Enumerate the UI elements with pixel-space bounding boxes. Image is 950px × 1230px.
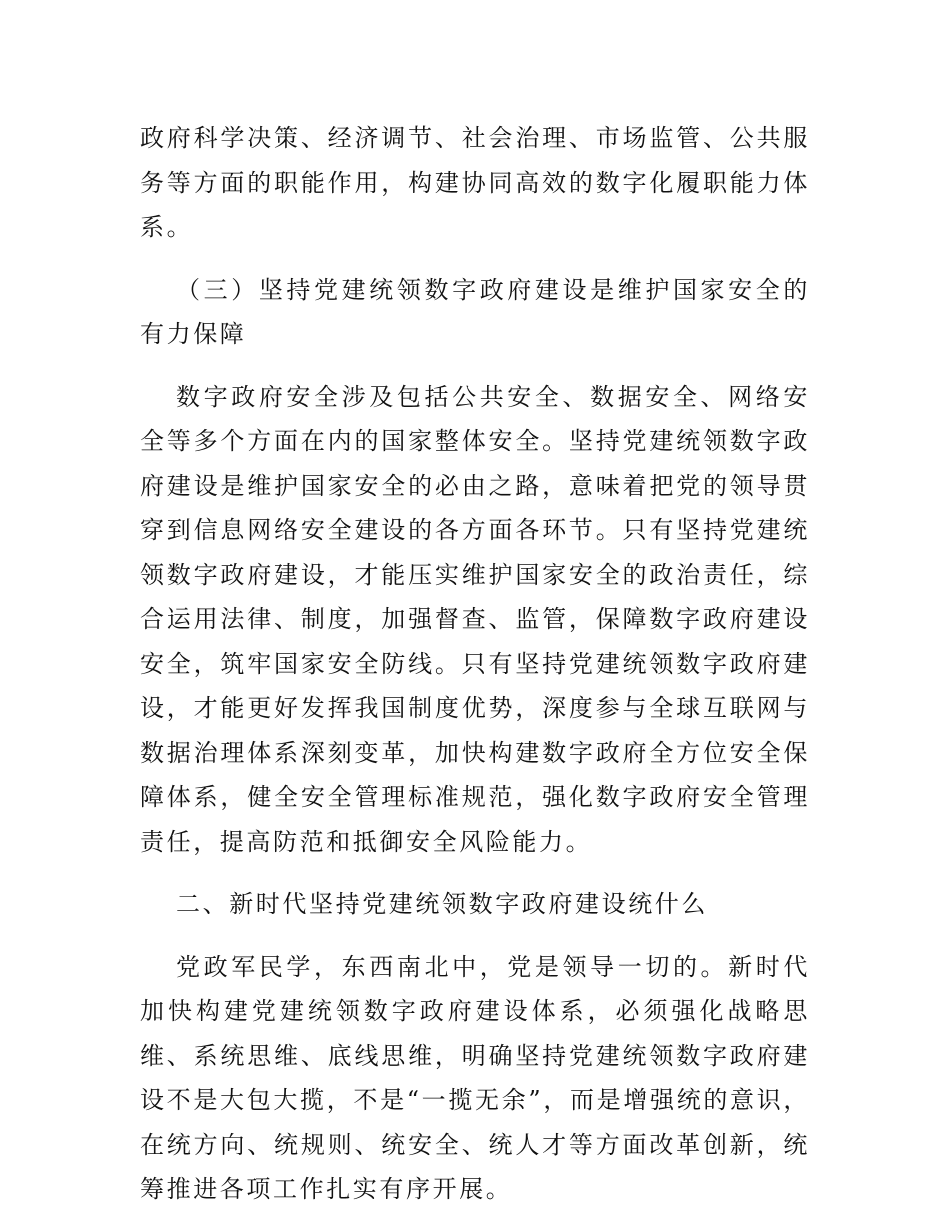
paragraph-security: 数字政府安全涉及包括公共安全、数据安全、网络安全等多个方面在内的国家整体安全。坚持党建统领数字政府建设是维护国家安全的必由之路，意味着把党的领导贯穿到信息网络安全建设的各方面各环节。只有坚持党建统领数字政府建设，才能压实维护国家安全的政治责任，综合运用法律、制度，加强督查、监管，保障数字政府建设安全，筑牢国家安全防线。只有坚持党建统领数字政府建设，才能更好发挥我国制度优势，深度参与全球互联网与数据治理体系深刻变革，加快构建数字政府全方位安全保障体系，健全安全管理标准规范，强化数字政府安全管理责任，提高防范和抵御安全风险能力。 <box>140 382 810 856</box>
paragraph-continuation: 政府科学决策、经济调节、社会治理、市场监管、公共服务等方面的职能作用，构建协同高效的数字化履职能力体系。 <box>140 124 810 241</box>
subheading-national-security: （三）坚持党建统领数字政府建设是维护国家安全的有力保障 <box>140 275 810 348</box>
section-heading-two: 二、新时代坚持党建统领数字政府建设统什么 <box>176 890 708 918</box>
document-page <box>140 116 810 1212</box>
paragraph-leadership: 党政军民学，东西南北中，党是领导一切的。新时代加快构建党建统领数字政府建设体系，必须强化战略思维、系统思维、底线思维，明确坚持党建统领数字政府建设不是大包大揽，不是“一揽无余”，而是增强统的意识，在统方向、统规则、统安全、统人才等方面改革创新，统筹推进各项工作扎实有序开展。 <box>140 952 810 1203</box>
